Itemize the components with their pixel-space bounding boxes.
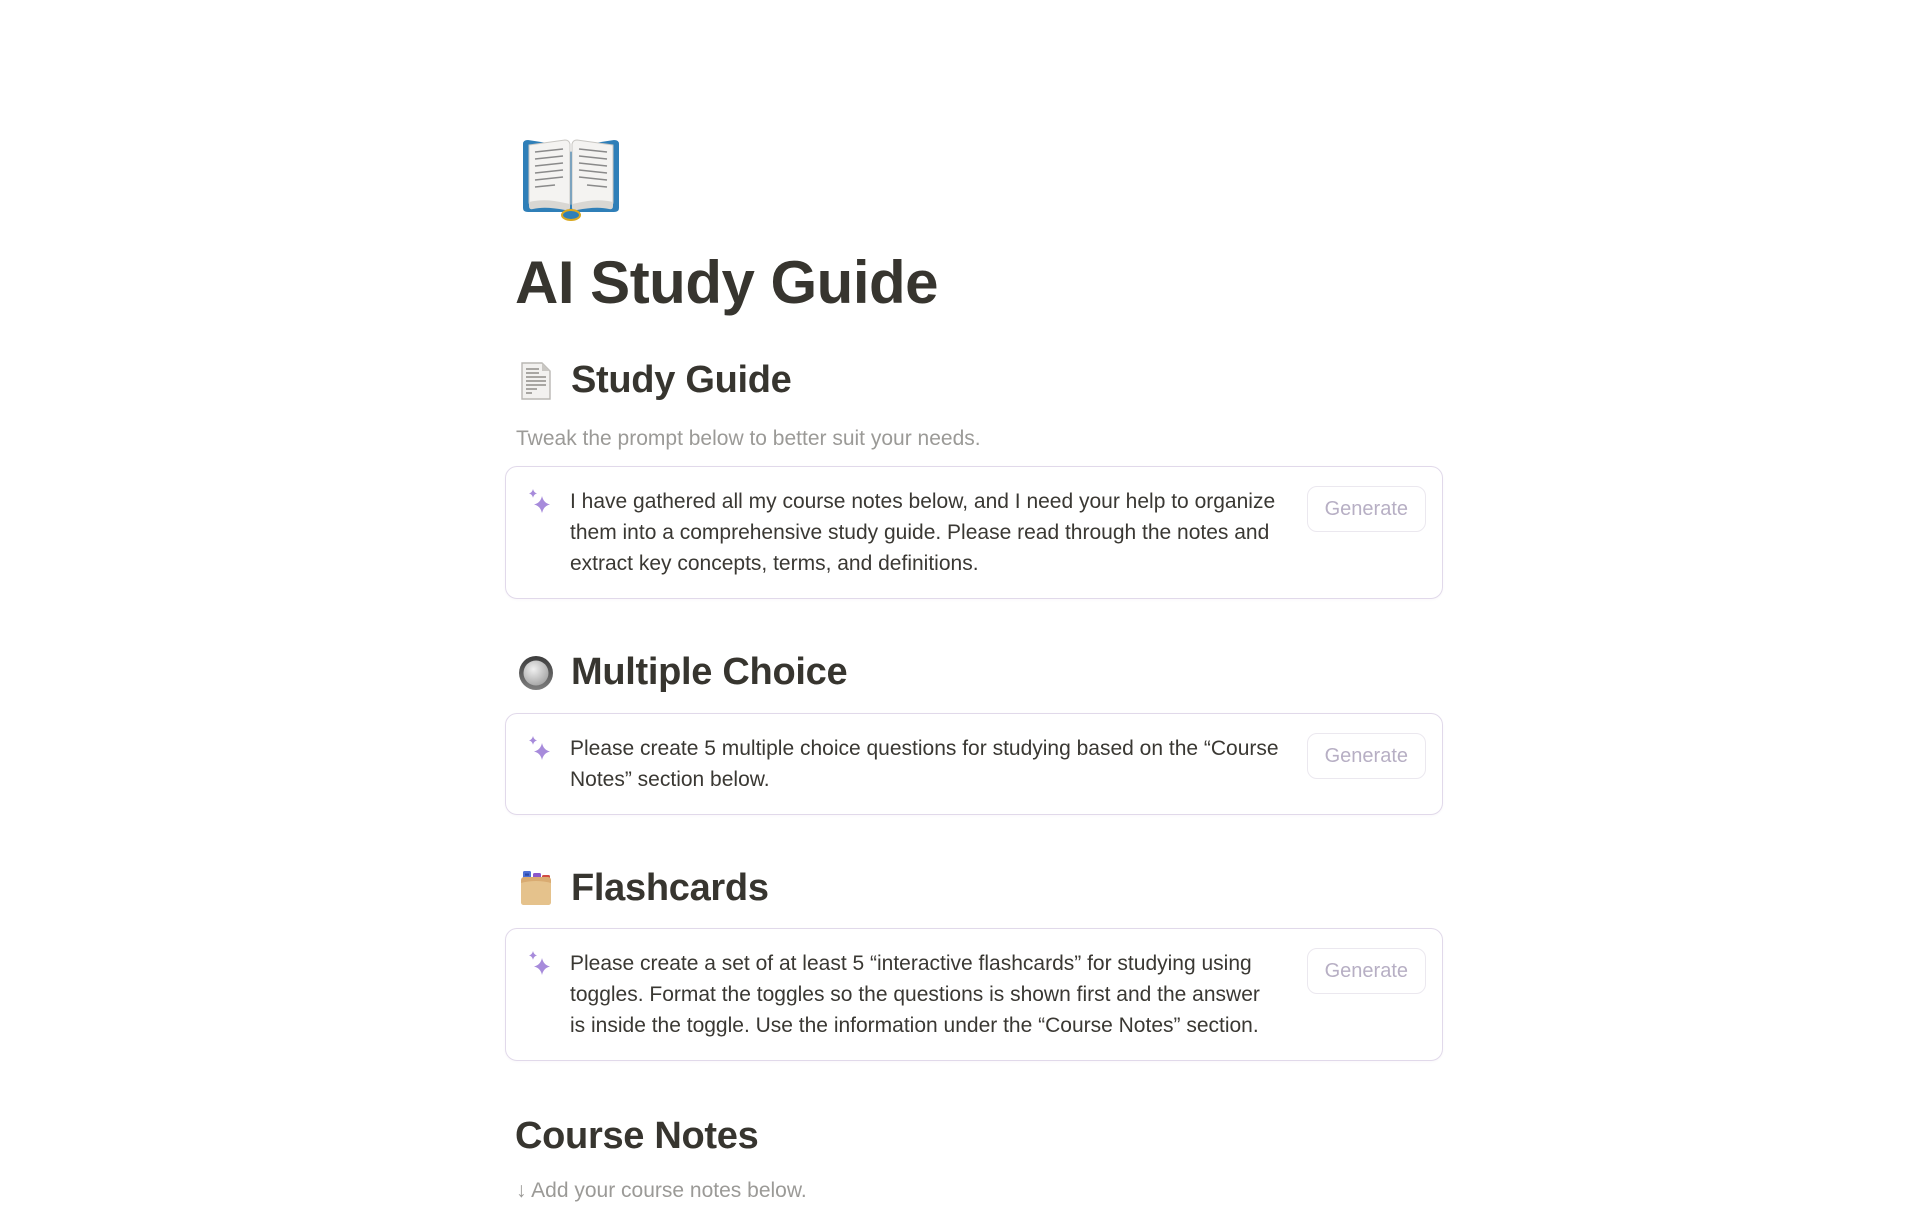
course-notes-helper-text: ↓ Add your course notes below.	[516, 1175, 1443, 1206]
flashcards-prompt-text[interactable]: Please create a set of at least 5 “interactive flashcards” for studying using toggles. Format the toggles so the questions is shown first and the answer is inside the toggle. Use the information under the “Course Notes” section.	[570, 948, 1280, 1041]
study-guide-prompt-block	[505, 466, 1443, 599]
section-heading-flashcards	[515, 865, 1443, 913]
section-heading-label: Multiple Choice	[571, 649, 847, 697]
ai-sparkle-icon	[526, 488, 554, 518]
page-facing-up-icon	[515, 360, 557, 402]
flashcards-prompt-block	[505, 928, 1443, 1061]
section-heading-study-guide	[515, 357, 1443, 405]
multiple-choice-generate-button[interactable]: Generate	[1307, 733, 1426, 779]
study-guide-helper-text: Tweak the prompt below to better suit your needs.	[516, 423, 1443, 455]
section-heading-multiple-choice	[515, 649, 1443, 697]
section-heading-label: Study Guide	[571, 357, 792, 405]
course-notes-heading: Course Notes	[515, 1113, 1443, 1161]
study-guide-prompt-text[interactable]: I have gathered all my course notes below, and I need your help to organize them into a comprehensive study guide. Please read through the notes and extract key concepts, terms, and definitions.	[570, 486, 1280, 579]
ai-sparkle-icon	[526, 735, 554, 765]
section-heading-label: Flashcards	[571, 865, 769, 913]
page-icon[interactable]	[515, 132, 627, 224]
study-guide-generate-button[interactable]: Generate	[1307, 486, 1426, 532]
page-title: AI Study Guide	[515, 248, 1443, 317]
multiple-choice-prompt-block	[505, 713, 1443, 815]
radio-button-icon	[515, 652, 557, 694]
multiple-choice-prompt-text[interactable]: Please create 5 multiple choice questions for studying based on the “Course Notes” section below.	[570, 733, 1280, 795]
open-book-icon	[515, 132, 627, 224]
page-content	[505, 0, 1443, 1206]
flashcards-generate-button[interactable]: Generate	[1307, 948, 1426, 994]
card-index-dividers-icon	[515, 867, 557, 909]
ai-sparkle-icon	[526, 950, 554, 980]
